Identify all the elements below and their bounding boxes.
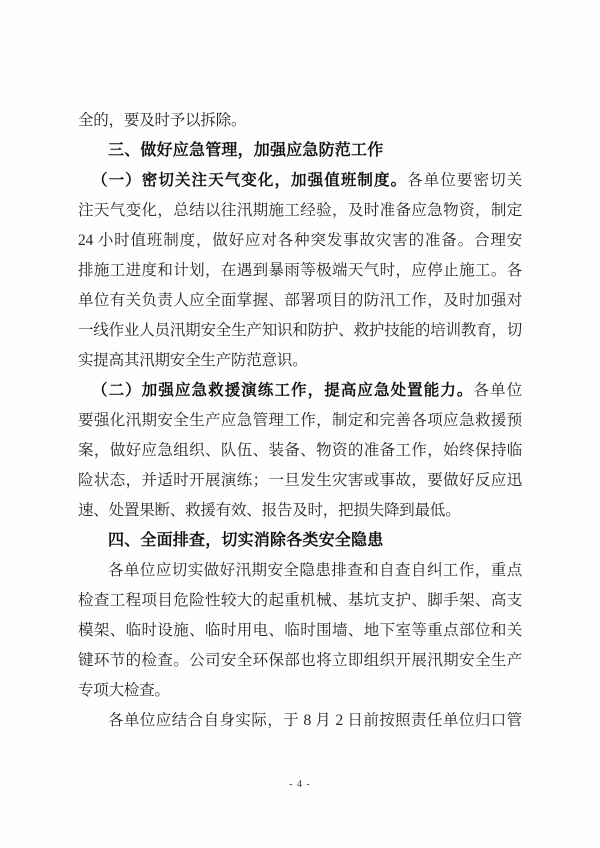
text-segment: 单位有关负责人应全面掌握、部署项目的防汛工作，及时加强对 — [78, 292, 522, 309]
section-heading — [78, 526, 522, 556]
text-line — [78, 586, 522, 616]
text-segment: 一线作业人员汛期安全生产知识和防护、救护技能的培训教育，切 — [78, 322, 522, 339]
text-segment: 24 小时值班制度，做好应对各种突发事故灾害的准备。合理安 — [78, 232, 522, 249]
text-segment: 险状态，并适时开展演练；一旦发生灾害或事故，要做好反应迅 — [78, 472, 522, 489]
section-heading — [78, 136, 522, 166]
text-line — [78, 166, 522, 196]
text-line — [78, 466, 522, 496]
text-segment: 各单位 — [473, 382, 522, 399]
text-segment: 各单位应切实做好汛期安全隐患排查和自查自纠工作，重点 — [108, 562, 522, 579]
text-segment: （一）密切关注天气变化，加强值班制度。 — [92, 172, 408, 189]
text-segment: 案，做好应急组织、队伍、装备、物资的准备工作，始终保持临 — [78, 442, 522, 459]
text-segment: 检查工程项目危险性较大的起重机械、基坑支护、脚手架、高支 — [78, 592, 522, 609]
text-segment: 各单位应结合自身实际，于 8 月 2 日前按照责任单位归口管 — [108, 712, 522, 729]
text-line — [78, 436, 522, 466]
text-line — [78, 646, 522, 676]
text-segment: 模架、临时设施、临时用电、临时围墙、地下室等重点部位和关 — [78, 622, 522, 639]
text-line — [78, 316, 522, 346]
text-segment: 四、全面排查，切实消除各类安全隐患 — [108, 532, 384, 549]
page-number: - 4 - — [289, 779, 311, 790]
text-segment: （二）加强应急救援演练工作，提高应急处置能力。 — [92, 382, 474, 399]
text-line — [78, 256, 522, 286]
text-segment: 键环节的检查。公司安全环保部也将立即组织开展汛期安全生产 — [78, 652, 522, 669]
text-line — [78, 226, 522, 256]
text-line — [78, 496, 522, 526]
text-line — [78, 376, 522, 406]
text-segment: 全的，要及时予以拆除。 — [78, 112, 247, 129]
text-line — [78, 706, 522, 736]
text-line — [78, 616, 522, 646]
text-line — [78, 556, 522, 586]
text-segment: 速、处置果断、救援有效、报告及时，把损失降到最低。 — [78, 502, 461, 519]
text-segment: 三、做好应急管理，加强应急防范工作 — [108, 142, 384, 159]
text-line — [78, 676, 522, 706]
text-segment: 要强化汛期安全生产应急管理工作，制定和完善各项应急救援预 — [78, 412, 522, 429]
text-segment: 注天气变化，总结以往汛期施工经验，及时准备应急物资，制定 — [78, 202, 522, 219]
document-body — [78, 106, 522, 736]
text-line — [78, 106, 522, 136]
text-segment: 专项大检查。 — [78, 682, 170, 699]
text-segment: 各单位要密切关 — [407, 172, 522, 189]
text-line — [78, 406, 522, 436]
text-line — [78, 286, 522, 316]
text-line — [78, 196, 522, 226]
text-segment: 排施工进度和计划，在遇到暴雨等极端天气时，应停止施工。各 — [78, 262, 522, 279]
text-line — [78, 346, 522, 376]
text-segment: 实提高其汛期安全生产防范意识。 — [78, 352, 308, 369]
